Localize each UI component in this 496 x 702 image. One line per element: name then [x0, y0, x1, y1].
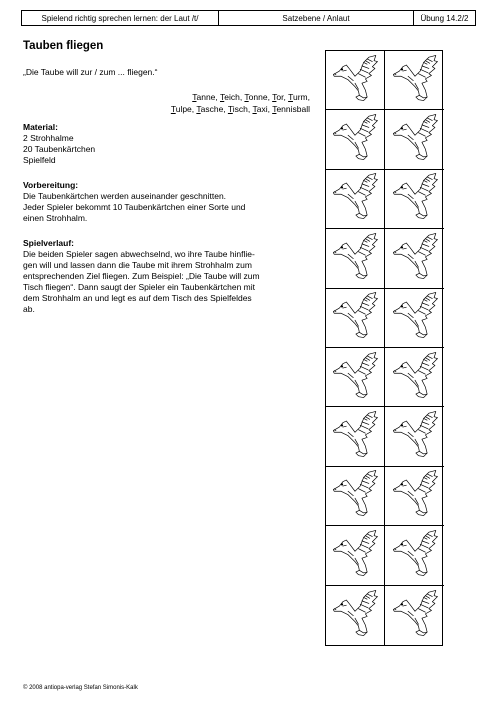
dove-card — [385, 407, 444, 466]
dove-card — [326, 170, 385, 229]
target-word — [228, 104, 248, 114]
dove-icon — [389, 349, 441, 406]
dove-card — [385, 170, 444, 229]
word-rest: or — [276, 92, 284, 102]
word-initial-letter: T — [288, 92, 293, 102]
intro-sentence: „Die Taube will zur / zum ... fliegen.“ — [23, 67, 158, 77]
material-item: 20 Taubenkärtchen — [23, 144, 96, 154]
word-row-1 — [23, 91, 310, 103]
dove-icon — [329, 527, 381, 584]
dove-card — [326, 110, 385, 169]
procedure-line: ab. — [23, 304, 35, 314]
dove-card — [385, 586, 444, 645]
dove-icon — [329, 170, 381, 227]
page-title: Tauben fliegen — [23, 40, 104, 52]
procedure-line: Die beiden Spieler sagen abwechselnd, wo ihre Taube hinflie- — [23, 249, 255, 259]
target-word — [192, 92, 215, 102]
target-word — [272, 92, 283, 102]
preparation-line: einen Strohhalm. — [23, 213, 88, 223]
word-initial-letter: T — [244, 92, 249, 102]
preparation-line: Die Taubenkärtchen werden auseinander geschnitten. — [23, 191, 227, 201]
target-word — [288, 92, 308, 102]
dove-card-grid — [325, 50, 443, 646]
dove-card — [326, 586, 385, 645]
dove-card — [385, 348, 444, 407]
copyright-footer: © 2008 antiopa-verlag Stefan Simonis-Kalk — [23, 685, 138, 691]
material-section — [23, 122, 311, 166]
word-separator: , — [247, 104, 253, 114]
dove-card — [326, 229, 385, 288]
dove-icon — [329, 467, 381, 524]
dove-card — [385, 229, 444, 288]
word-initial-letter: T — [220, 92, 225, 102]
dove-icon — [329, 349, 381, 406]
procedure-heading: Spielverlauf: — [23, 238, 75, 248]
word-separator: , — [223, 104, 228, 114]
dove-card — [385, 51, 444, 110]
word-rest: asche — [200, 104, 224, 114]
header-exercise-number: Übung 14.2/2 — [420, 13, 469, 23]
material-heading: Material: — [23, 122, 58, 132]
dove-icon — [389, 527, 441, 584]
header-book-title: Spielend richtig sprechen lernen: der Laut /t/ — [22, 11, 219, 25]
target-word — [171, 104, 192, 114]
procedure-line: Tisch fliegen“. Dann saugt der Spieler ein Taubenkärtchen mit — [23, 282, 255, 292]
word-initial-letter: T — [272, 92, 277, 102]
dove-icon — [329, 289, 381, 346]
target-word — [272, 104, 310, 114]
procedure-line: dem Strohhalm an und legt es auf dem Tisch des Spielfeldes — [23, 293, 252, 303]
word-rest: ennisball — [276, 104, 310, 114]
dove-icon — [329, 408, 381, 465]
word-initial-letter: T — [170, 104, 176, 114]
material-item: 2 Strohhalme — [23, 133, 74, 143]
dove-icon — [389, 408, 441, 465]
dove-icon — [329, 111, 381, 168]
word-initial-letter: T — [196, 104, 201, 114]
dove-card — [326, 526, 385, 585]
header-level: Satzebene / Anlaut — [219, 11, 414, 25]
procedure-line: entsprechenden Ziel fliegen. Zum Beispiel: „Die Taube will zum — [23, 271, 260, 281]
word-initial-letter: T — [227, 104, 233, 114]
dove-card — [326, 467, 385, 526]
dove-card — [385, 110, 444, 169]
dove-icon — [389, 170, 441, 227]
dove-icon — [389, 289, 441, 346]
dove-card — [385, 467, 444, 526]
word-initial-letter: T — [252, 104, 257, 114]
target-word — [252, 104, 267, 114]
dove-card — [326, 51, 385, 110]
word-separator: , — [267, 92, 273, 102]
dove-icon — [329, 587, 381, 644]
word-row-2 — [23, 103, 310, 115]
word-rest: ulpe — [175, 104, 192, 114]
word-rest: eich — [224, 92, 240, 102]
dove-icon — [389, 111, 441, 168]
word-separator: , — [191, 104, 197, 114]
dove-card — [326, 348, 385, 407]
preparation-section — [23, 180, 311, 224]
dove-icon — [329, 52, 381, 109]
word-rest: urm — [292, 92, 308, 102]
word-separator: , — [283, 92, 289, 102]
word-rest: anne — [196, 92, 216, 102]
page-header — [21, 10, 476, 26]
word-separator: , — [267, 104, 273, 114]
word-separator: , — [307, 92, 310, 102]
word-separator: , — [215, 92, 220, 102]
dove-icon — [389, 52, 441, 109]
dove-card — [326, 407, 385, 466]
target-word — [244, 92, 267, 102]
target-word-list — [23, 91, 310, 115]
dove-icon — [389, 230, 441, 287]
word-rest: axi — [256, 104, 268, 114]
procedure-line: gen will und lassen dann die Taube mit ihrem Strohhalm zum — [23, 260, 252, 270]
dove-icon — [329, 230, 381, 287]
dove-card — [326, 289, 385, 348]
target-word — [220, 92, 240, 102]
word-rest: onne — [248, 92, 268, 102]
word-initial-letter: T — [272, 104, 277, 114]
word-separator: , — [239, 92, 245, 102]
procedure-section — [23, 238, 311, 315]
dove-card — [385, 289, 444, 348]
word-rest: isch — [232, 104, 248, 114]
material-item: Spielfeld — [23, 155, 56, 165]
dove-icon — [389, 587, 441, 644]
target-word — [196, 104, 223, 114]
word-initial-letter: T — [192, 92, 197, 102]
preparation-heading: Vorbereitung: — [23, 180, 79, 190]
dove-card — [385, 526, 444, 585]
preparation-line: Jeder Spieler bekommt 10 Taubenkärtchen einer Sorte und — [23, 202, 246, 212]
dove-icon — [389, 467, 441, 524]
